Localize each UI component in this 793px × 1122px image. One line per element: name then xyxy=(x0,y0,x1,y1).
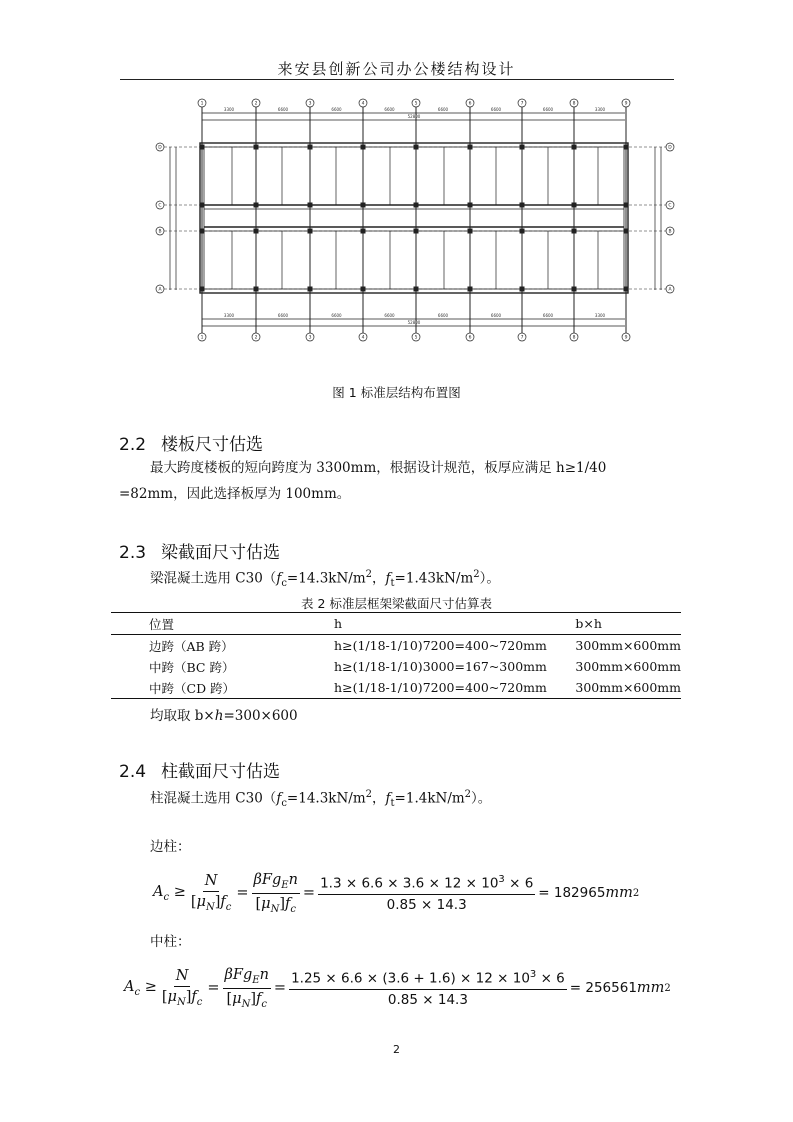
dimension-text: 6600 xyxy=(490,107,502,112)
axis-bubble-left xyxy=(156,227,164,235)
axis-bubble-top xyxy=(306,99,314,107)
table-cell: h≥(1/18-1/10)7200=400~720mm xyxy=(334,680,547,695)
column-mark xyxy=(200,203,205,208)
table-header-cell: b×h xyxy=(575,616,602,631)
column-mark xyxy=(414,229,419,234)
dimension-total-text: 52800 xyxy=(407,114,421,119)
svg-text:1: 1 xyxy=(200,101,204,107)
axis-bubble-top xyxy=(252,99,260,107)
svg-text:2: 2 xyxy=(254,101,258,107)
beam-size-table xyxy=(111,612,681,699)
column-mark xyxy=(572,145,577,150)
edge-column-formula: $A_c$ ≥ $\frac{N}{[\mu_N]f_c}$ = $\frac{\beta Fg_En}{[\mu_N]f_c}$ = $\frac{1.3 \times 6.6 \times 3.6 \times 12 \times 10^3 \times 6}{0.85 \times 14.3}$ = 182965 mm 2 xyxy=(153,872,640,915)
svg-text:A: A xyxy=(158,287,162,293)
table-header-cell: h xyxy=(334,616,343,631)
dimension-text: 3300 xyxy=(594,107,606,112)
table-row xyxy=(111,677,681,699)
column-mark xyxy=(468,229,473,234)
table-row xyxy=(111,656,681,677)
column-mark xyxy=(254,145,259,150)
dimension-text: 6600 xyxy=(331,107,342,112)
column-mark xyxy=(624,287,629,292)
axis-bubble-left xyxy=(156,201,164,209)
column-mark xyxy=(361,229,366,234)
section-number: 2.4 xyxy=(119,762,147,782)
table-cell: 中跨（BC 跨） xyxy=(149,659,235,675)
svg-text:D: D xyxy=(668,145,672,151)
column-mark xyxy=(361,203,366,208)
dimension-text: 3300 xyxy=(223,313,235,318)
table-cell: h≥(1/18-1/10)3000=167~300mm xyxy=(334,659,547,674)
dimension-text: 6600 xyxy=(542,313,554,318)
svg-text:9: 9 xyxy=(624,101,628,107)
table-cell: 边跨（AB 跨） xyxy=(149,638,234,654)
column-concrete-paragraph: 柱混凝土选用 $C30(f_c=14.3kN/m^2$，$f_t=1.4kN/m^2$）。 xyxy=(150,789,492,810)
column-mark xyxy=(624,203,629,208)
svg-text:4: 4 xyxy=(361,335,365,341)
axis-bubble-right xyxy=(666,285,674,293)
svg-text:1: 1 xyxy=(200,335,204,341)
axis-bubble-bottom xyxy=(466,333,474,341)
axis-bubble-bottom xyxy=(570,333,578,341)
axis-bubble-left xyxy=(156,285,164,293)
beam-concrete-paragraph: 梁混凝土选用 $C30(f_c=14.3kN/m^2$，$f_t=1.43kN/m^2$）。 xyxy=(150,569,500,590)
column-mark xyxy=(414,203,419,208)
axis-bubble-bottom xyxy=(412,333,420,341)
svg-text:C: C xyxy=(158,203,162,209)
column-mark xyxy=(572,203,577,208)
axis-bubble-right xyxy=(666,143,674,151)
section-number: 2.3 xyxy=(119,543,147,563)
svg-text:6: 6 xyxy=(468,101,472,107)
column-mark xyxy=(520,203,525,208)
axis-bubble-left xyxy=(156,143,164,151)
dimension-text: 6600 xyxy=(384,107,395,112)
dimension-text: 6600 xyxy=(437,107,449,112)
beam-conclusion: 均取取 b×h=300×600 xyxy=(150,708,298,724)
column-mark xyxy=(308,229,313,234)
svg-text:5: 5 xyxy=(414,335,418,341)
table-cell: 中跨（CD 跨） xyxy=(149,680,236,696)
axis-bubble-right xyxy=(666,227,674,235)
axis-bubble-bottom xyxy=(622,333,630,341)
section-heading-2-3 xyxy=(119,538,280,563)
axis-bubble-bottom xyxy=(252,333,260,341)
axis-bubble-bottom xyxy=(518,333,526,341)
table-caption: 表 2 标准层框架梁截面尺寸估算表 xyxy=(301,596,492,611)
axis-bubble-top xyxy=(359,99,367,107)
section-title: 柱截面尺寸估选 xyxy=(161,762,280,782)
dimension-text: 3300 xyxy=(594,313,606,318)
svg-text:D: D xyxy=(158,145,162,151)
svg-text:2: 2 xyxy=(254,335,258,341)
table-cell: 300mm×600mm xyxy=(575,638,681,653)
svg-text:B: B xyxy=(668,229,672,235)
section-number: 2.2 xyxy=(119,435,147,455)
dimension-text: 6600 xyxy=(277,107,289,112)
svg-text:4: 4 xyxy=(361,101,365,107)
column-mark xyxy=(361,145,366,150)
table-row xyxy=(111,635,681,657)
figure-caption: 图 1 标准层结构布置图 xyxy=(332,385,461,400)
axis-bubble-top xyxy=(570,99,578,107)
axis-bubble-top xyxy=(466,99,474,107)
column-mark xyxy=(520,229,525,234)
axis-bubble-top xyxy=(198,99,206,107)
column-mark xyxy=(254,287,259,292)
column-mark xyxy=(414,145,419,150)
column-mark xyxy=(468,145,473,150)
column-mark xyxy=(254,229,259,234)
column-mark xyxy=(308,287,313,292)
structural-layout-plan xyxy=(150,95,680,345)
svg-text:8: 8 xyxy=(572,101,576,107)
dimension-text: 6600 xyxy=(384,313,395,318)
middle-column-formula: $A_c$ ≥ $\frac{N}{[\mu_N]f_c}$ = $\frac{\beta Fg_En}{[\mu_N]f_c}$ = $\frac{1.25 \times 6.6 \times (3.6 + 1.6) \times 12 \times 10^3 \times 6}{0.85 \times 14.3}$ = 256561 mm 2 xyxy=(124,967,671,1010)
column-mark xyxy=(200,229,205,234)
column-mark xyxy=(200,145,205,150)
axis-bubble-top xyxy=(412,99,420,107)
svg-text:5: 5 xyxy=(414,101,418,107)
column-mark xyxy=(624,145,629,150)
header-rule xyxy=(120,79,674,80)
column-mark xyxy=(308,203,313,208)
svg-text:7: 7 xyxy=(520,335,524,341)
dimension-text: 6600 xyxy=(437,313,449,318)
column-mark xyxy=(624,229,629,234)
svg-text:3: 3 xyxy=(308,101,312,107)
column-mark xyxy=(361,287,366,292)
axis-bubble-bottom xyxy=(306,333,314,341)
column-mark xyxy=(308,145,313,150)
svg-text:C: C xyxy=(668,203,672,209)
table-header-cell: 位置 xyxy=(149,616,175,632)
paragraph-line: 最大跨度楼板的短向跨度为 3300mm，根据设计规范，板厚应满足 h≥1/40 xyxy=(150,460,607,476)
page-number: 2 xyxy=(393,1043,400,1056)
axis-bubble-bottom xyxy=(359,333,367,341)
svg-text:9: 9 xyxy=(624,335,628,341)
svg-text:6: 6 xyxy=(468,335,472,341)
section-heading-2-2 xyxy=(119,430,263,455)
paragraph-line: =82mm，因此选择板厚为 100mm。 xyxy=(119,486,351,502)
section-title: 楼板尺寸估选 xyxy=(161,435,263,455)
svg-text:8: 8 xyxy=(572,335,576,341)
column-mark xyxy=(200,287,205,292)
section-title: 梁截面尺寸估选 xyxy=(161,543,280,563)
column-mark xyxy=(572,287,577,292)
column-mark xyxy=(520,145,525,150)
svg-text:3: 3 xyxy=(308,335,312,341)
table-cell: 300mm×600mm xyxy=(575,659,681,674)
svg-text:B: B xyxy=(158,229,162,235)
dimension-text: 6600 xyxy=(277,313,289,318)
edge-column-label: 边柱： xyxy=(150,839,191,855)
table-cell: h≥(1/18-1/10)7200=400~720mm xyxy=(334,638,547,653)
page-header-title: 来安县创新公司办公楼结构设计 xyxy=(277,60,516,78)
column-mark xyxy=(572,229,577,234)
axis-bubble-bottom xyxy=(198,333,206,341)
dimension-text: 6600 xyxy=(331,313,342,318)
column-mark xyxy=(254,203,259,208)
dimension-total-text: 52800 xyxy=(407,320,421,325)
dimension-text: 3300 xyxy=(223,107,235,112)
column-mark xyxy=(468,287,473,292)
table-header-row xyxy=(111,613,681,635)
middle-column-label: 中柱： xyxy=(150,934,191,950)
svg-text:A: A xyxy=(668,287,672,293)
column-mark xyxy=(468,203,473,208)
dimension-text: 6600 xyxy=(490,313,502,318)
dimension-text: 6600 xyxy=(542,107,554,112)
axis-bubble-top xyxy=(622,99,630,107)
svg-text:7: 7 xyxy=(520,101,524,107)
column-mark xyxy=(520,287,525,292)
section-heading-2-4 xyxy=(119,757,280,782)
table-cell: 300mm×600mm xyxy=(575,680,681,695)
axis-bubble-top xyxy=(518,99,526,107)
column-mark xyxy=(414,287,419,292)
axis-bubble-right xyxy=(666,201,674,209)
